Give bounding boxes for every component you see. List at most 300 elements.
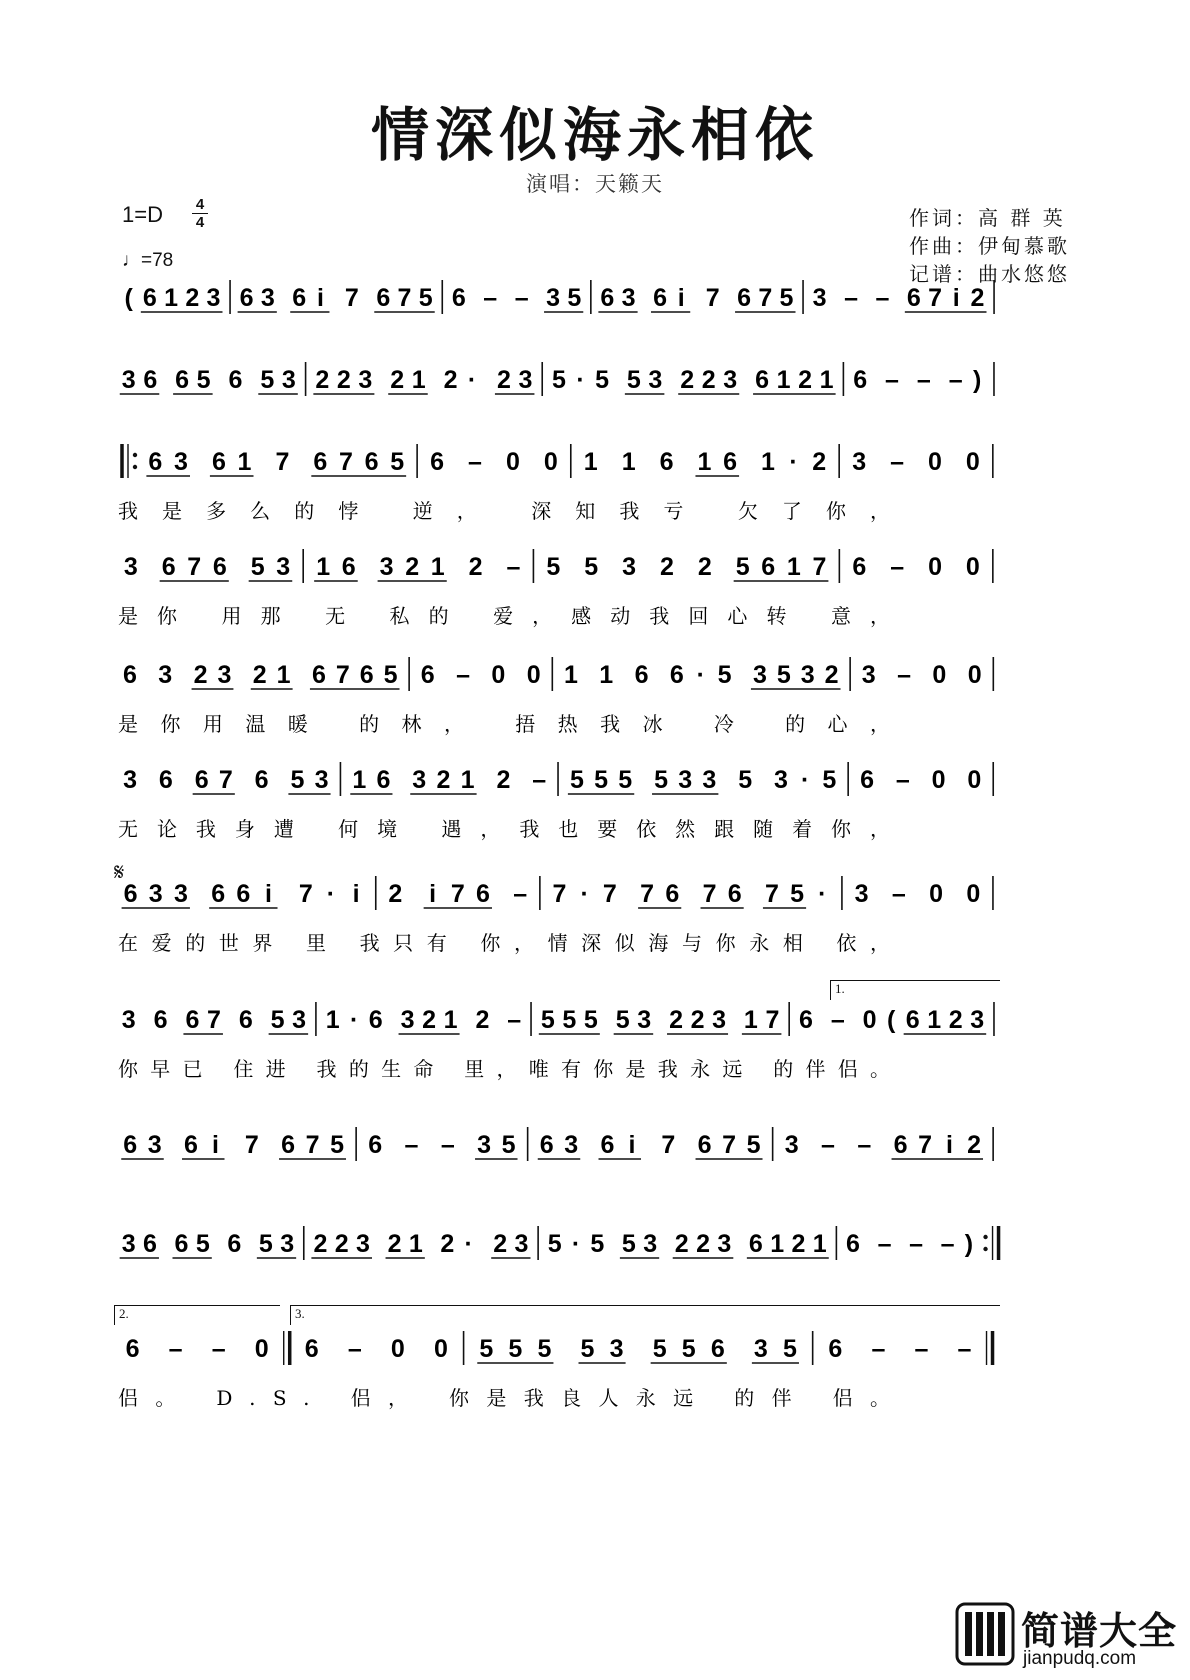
note-glyph: 2	[798, 366, 813, 394]
note-glyph: 2	[496, 766, 511, 794]
note-glyph: 1	[460, 766, 475, 794]
note-glyph: 3	[752, 661, 767, 689]
note-glyph: 3	[648, 366, 663, 394]
note-glyph: 6	[184, 1131, 198, 1159]
note-glyph: 2	[475, 1006, 490, 1034]
note-glyph: –	[844, 284, 858, 312]
note-glyph: 5	[383, 661, 398, 689]
note-glyph: 5	[580, 1335, 595, 1363]
lyric-line: 侣。 D.S. 侣， 你是我良人永远 的伴 侣。	[118, 1386, 890, 1410]
note-glyph: 5	[290, 766, 305, 794]
note-glyph: 7	[702, 880, 717, 908]
note-glyph: 3	[147, 1131, 162, 1159]
note-glyph: 5	[330, 1131, 344, 1159]
note-glyph: 6	[364, 448, 379, 476]
note-glyph: 6	[211, 448, 226, 476]
note-glyph: 2	[387, 1230, 402, 1258]
note-glyph: –	[404, 1131, 419, 1159]
note-glyph: –	[914, 1335, 929, 1363]
note-glyph: 2	[193, 661, 208, 689]
score-line	[0, 643, 1190, 763]
note-glyph: 2	[313, 1230, 328, 1258]
note-glyph: 5	[390, 448, 405, 476]
note-glyph: 6	[893, 1131, 908, 1159]
note-glyph: 3	[174, 448, 188, 476]
note-glyph: 6	[143, 366, 158, 394]
note-glyph: 6	[175, 366, 190, 394]
note-glyph: 3	[477, 1131, 491, 1159]
note-glyph: 3	[621, 284, 636, 312]
note-glyph: 7	[298, 880, 313, 908]
note-glyph: i	[946, 1131, 954, 1159]
note-glyph: 1	[776, 366, 791, 394]
note-glyph: 6	[158, 766, 173, 794]
note-glyph: 0	[965, 448, 980, 476]
note-glyph: 5	[501, 1131, 516, 1159]
note-glyph: 6	[185, 1006, 200, 1034]
note-glyph: 7	[397, 284, 412, 312]
note-glyph: 3	[518, 366, 533, 394]
note-glyph: 1	[325, 1006, 340, 1034]
note-glyph: 3	[173, 880, 188, 908]
note-glyph: 3	[564, 1131, 579, 1159]
note-glyph: –	[483, 284, 498, 312]
note-glyph: 2	[690, 1006, 705, 1034]
note-glyph: 7	[764, 880, 779, 908]
note-glyph: 6	[239, 284, 254, 312]
note-glyph: i	[352, 880, 360, 908]
note-glyph: 7	[640, 880, 655, 908]
note-glyph: 6	[341, 553, 356, 581]
note-glyph: 3	[970, 1006, 985, 1034]
note-glyph: i	[628, 1131, 636, 1159]
note-glyph: 3	[292, 1006, 307, 1034]
note-glyph: 6	[236, 880, 251, 908]
note-glyph: –	[895, 766, 910, 794]
note-glyph: 3	[276, 553, 291, 581]
note-glyph: ·	[571, 1230, 581, 1258]
note-glyph: 5	[552, 366, 566, 394]
note-glyph: 6	[860, 766, 874, 794]
note-glyph: 5	[260, 366, 275, 394]
note-glyph: 7	[765, 1006, 780, 1034]
note-glyph: 2	[659, 553, 674, 581]
note-glyph: 5	[569, 766, 584, 794]
note-glyph: 1	[927, 1006, 942, 1034]
note-glyph: 6	[161, 553, 176, 581]
note-glyph: 5	[537, 1335, 552, 1363]
note-glyph: 2	[674, 1230, 689, 1258]
note-glyph: 6	[846, 1230, 860, 1258]
note-glyph: 7	[335, 661, 350, 689]
score-line	[0, 748, 1190, 868]
note-glyph: 2	[948, 1006, 963, 1034]
note-glyph: 0	[966, 880, 981, 908]
note-glyph: 3	[773, 766, 788, 794]
note-glyph: 6	[194, 766, 209, 794]
note-glyph: 3	[723, 366, 738, 394]
note-glyph: 2	[496, 366, 511, 394]
note-glyph: 3	[861, 661, 876, 689]
note-glyph: 5	[735, 553, 750, 581]
note-glyph: 6	[852, 553, 867, 581]
note-glyph: 6	[143, 1230, 157, 1258]
note-glyph: 1	[621, 448, 636, 476]
note-glyph: 3	[412, 766, 427, 794]
note-glyph: 1	[443, 1006, 458, 1034]
repeat-dot	[133, 453, 137, 457]
note-glyph: 2	[334, 1230, 349, 1258]
note-glyph: 3	[800, 661, 815, 689]
transcriber-credit: 记谱：曲水悠悠	[909, 262, 1070, 286]
note-glyph: 3	[400, 1006, 415, 1034]
note-glyph: ·	[467, 366, 477, 394]
note-glyph: 5	[583, 1006, 598, 1034]
note-glyph: 3	[217, 661, 232, 689]
note-glyph: 3	[260, 284, 275, 312]
note-glyph: –	[909, 1230, 924, 1258]
note-glyph: 6	[122, 661, 137, 689]
note-glyph: 6	[359, 661, 374, 689]
note-glyph: –	[347, 1335, 362, 1363]
note-glyph: 6	[142, 284, 157, 312]
note-glyph: 5	[196, 366, 211, 394]
note-glyph: 6	[420, 661, 435, 689]
note-glyph: 7	[218, 766, 233, 794]
note-glyph: 2	[812, 448, 827, 476]
note-glyph: 1	[237, 448, 252, 476]
note-glyph: –	[506, 553, 521, 581]
note-glyph: 6	[368, 1131, 383, 1159]
composer-credit: 作曲：伊甸慕歌	[909, 234, 1070, 258]
note-glyph: 3	[356, 1230, 370, 1258]
note-glyph: 6	[281, 1131, 295, 1159]
note-glyph: –	[948, 366, 963, 394]
note-glyph: 3	[852, 448, 867, 476]
score-line	[0, 862, 1190, 982]
note-glyph: 7	[928, 284, 943, 312]
note-glyph: –	[875, 284, 890, 312]
note-glyph: 3	[546, 284, 561, 312]
note-glyph: 5	[822, 766, 837, 794]
note-glyph: 6	[476, 880, 490, 908]
note-glyph: 6	[669, 661, 684, 689]
note-glyph: 2	[390, 366, 405, 394]
note-glyph: 3	[379, 553, 394, 581]
note-glyph: 6	[254, 766, 269, 794]
note-glyph: 1	[316, 553, 331, 581]
note-glyph: 0	[931, 766, 946, 794]
note-glyph: 0	[932, 661, 947, 689]
note-glyph: 2	[315, 366, 330, 394]
time-signature	[190, 196, 210, 231]
note-glyph: 1	[786, 553, 801, 581]
note-glyph: 3	[643, 1230, 658, 1258]
note-glyph: 2	[696, 1230, 710, 1258]
note-glyph: –	[940, 1230, 955, 1258]
singer-credit: 演唱：天籁天	[526, 172, 664, 196]
note-glyph: 5	[418, 284, 433, 312]
note-glyph: 6	[368, 1006, 383, 1034]
note-glyph: i	[429, 880, 437, 908]
note-glyph: –	[507, 1006, 522, 1034]
note-glyph: 5	[618, 766, 633, 794]
note-glyph: 0	[965, 553, 980, 581]
note-glyph: 5	[258, 1230, 273, 1258]
note-glyph: 2	[422, 1006, 437, 1034]
lyricist-credit: 作词：高 群 英	[909, 206, 1066, 230]
note-glyph: (	[124, 284, 133, 312]
note-glyph: i	[677, 284, 685, 312]
piano-keys-icon	[955, 1602, 1015, 1666]
note-glyph: 6	[148, 448, 163, 476]
note-glyph: 3	[622, 553, 637, 581]
note-glyph: 6	[153, 1006, 168, 1034]
lyric-line: 是你 用那 无 私的 爱，感动我回心转 意，	[118, 604, 890, 628]
note-glyph: 3	[717, 1230, 732, 1258]
note-glyph: 6	[238, 1006, 253, 1034]
note-glyph: –	[514, 284, 529, 312]
note-glyph: 3	[206, 284, 221, 312]
note-glyph: ·	[789, 448, 798, 476]
note-glyph: –	[877, 1230, 892, 1258]
volta-bracket-1: 1.	[830, 980, 1000, 1000]
note-glyph: 7	[244, 1131, 259, 1159]
note-glyph: ·	[576, 366, 585, 394]
note-glyph: 6	[211, 880, 226, 908]
note-glyph: 6	[212, 553, 227, 581]
note-glyph: –	[890, 553, 905, 581]
note-glyph: )	[973, 366, 982, 394]
note-glyph: 0	[929, 880, 944, 908]
note-glyph: 3	[121, 1006, 136, 1034]
note-glyph: 1	[352, 766, 367, 794]
note-glyph: i	[212, 1131, 219, 1159]
note-glyph: 2	[252, 661, 267, 689]
repeat-dot	[133, 465, 137, 469]
note-glyph: 7	[344, 284, 359, 312]
note-glyph: 1	[743, 1006, 758, 1034]
key-signature: 1=D	[122, 202, 163, 227]
note-glyph: –	[830, 1006, 845, 1034]
note-glyph: 0	[543, 448, 558, 476]
note-glyph: 2	[388, 880, 403, 908]
note-glyph: 2	[185, 284, 200, 312]
note-glyph: 1	[770, 1230, 785, 1258]
note-glyph: 0	[967, 661, 982, 689]
note-glyph: 3	[812, 284, 827, 312]
note-glyph: 6	[227, 1230, 242, 1258]
song-title: 情深似海永相依	[370, 101, 819, 169]
time-signature-bottom: 4	[195, 214, 205, 231]
note-glyph: 1	[411, 366, 426, 394]
note-glyph: 2	[405, 553, 420, 581]
note-glyph: i	[952, 284, 960, 312]
note-glyph: 3	[158, 661, 173, 689]
note-glyph: 2	[440, 1230, 455, 1258]
note-glyph: ·	[696, 661, 705, 689]
note-glyph: 0	[927, 448, 942, 476]
note-glyph: –	[885, 366, 899, 394]
note-glyph: –	[440, 1131, 455, 1159]
note-glyph: ·	[326, 880, 336, 908]
note-glyph: –	[857, 1131, 872, 1159]
note-glyph: –	[468, 448, 482, 476]
note-glyph: 2	[680, 366, 695, 394]
note-glyph: 7	[187, 553, 202, 581]
note-glyph: 5	[652, 1335, 667, 1363]
watermark-logo	[955, 1600, 1185, 1676]
note-glyph: 7	[661, 1131, 676, 1159]
note-glyph: 1	[563, 661, 578, 689]
note-glyph: 1	[276, 661, 291, 689]
note-glyph: 6	[376, 284, 391, 312]
note-glyph: 1	[164, 284, 179, 312]
volta-bracket-3: 3.	[290, 1305, 1000, 1325]
note-glyph: 5	[590, 1230, 605, 1258]
note-glyph: 0	[390, 1335, 405, 1363]
note-glyph: –	[168, 1335, 183, 1363]
note-glyph: 7	[758, 284, 773, 312]
note-glyph: 7	[722, 1131, 736, 1159]
note-glyph: 6	[451, 284, 466, 312]
note-glyph: 7	[206, 1006, 221, 1034]
note-glyph: ·	[350, 1006, 359, 1034]
note-glyph: 3	[637, 1006, 652, 1034]
note-glyph: 6	[123, 1131, 138, 1159]
note-glyph: 1	[697, 448, 712, 476]
note-glyph: 5	[615, 1006, 630, 1034]
note-glyph: 6	[123, 880, 138, 908]
note-glyph: 5	[567, 284, 582, 312]
note-glyph: 1	[430, 553, 445, 581]
score-line	[0, 1317, 1190, 1437]
note-glyph: 7	[705, 284, 720, 312]
volta-bracket-2: 2.	[114, 1305, 280, 1325]
note-glyph: 2	[493, 1230, 508, 1258]
note-glyph: 2	[701, 366, 716, 394]
note-glyph: –	[890, 448, 905, 476]
note-glyph: 3	[281, 366, 296, 394]
note-glyph: 1	[583, 448, 598, 476]
note-glyph: 3	[784, 1131, 799, 1159]
score-line	[0, 988, 1190, 1108]
note-glyph: 3	[358, 366, 373, 394]
watermark-url: jianpudq.com	[1023, 1648, 1137, 1669]
note-glyph: 2	[967, 1131, 981, 1159]
note-glyph: –	[532, 766, 547, 794]
note-glyph: 6	[228, 366, 243, 394]
note-glyph: –	[456, 661, 471, 689]
note-glyph: 6	[311, 661, 326, 689]
note-glyph: 3	[314, 766, 329, 794]
note-glyph: 0	[433, 1335, 448, 1363]
note-glyph: 6	[748, 1230, 763, 1258]
note-glyph: 3	[712, 1006, 727, 1034]
note-glyph: 6	[304, 1335, 319, 1363]
lyric-line: 我是多么的悖 逆， 深知我亏 欠了你，	[118, 499, 890, 523]
note-glyph: 6	[600, 1131, 615, 1159]
note-glyph: 7	[305, 1131, 320, 1159]
note-glyph: 5	[779, 284, 794, 312]
segno-mark: 𝄋	[114, 858, 125, 886]
note-glyph: 6	[853, 366, 868, 394]
note-glyph: 6	[828, 1335, 843, 1363]
note-glyph: ·	[464, 1230, 473, 1258]
note-glyph: i	[265, 880, 273, 908]
tempo-marking: ♩=78	[122, 250, 174, 271]
note-glyph: 5	[562, 1006, 577, 1034]
note-glyph: i	[316, 284, 324, 312]
note-glyph: 2	[436, 766, 451, 794]
note-glyph: 1	[408, 1230, 423, 1258]
note-glyph: –	[957, 1335, 972, 1363]
note-glyph: 6	[430, 448, 445, 476]
note-glyph: 2	[443, 366, 458, 394]
note-glyph: 6	[799, 1006, 813, 1034]
note-glyph: 0	[862, 1006, 877, 1034]
note-glyph: 0	[254, 1335, 269, 1363]
note-glyph: –	[916, 366, 931, 394]
note-glyph: (	[886, 1006, 896, 1034]
note-glyph: 0	[505, 448, 520, 476]
score-line	[0, 535, 1190, 655]
note-glyph: 5	[790, 880, 805, 908]
note-glyph: –	[513, 880, 528, 908]
note-glyph: 6	[292, 284, 307, 312]
note-glyph: 5	[654, 766, 668, 794]
lyric-line: 在爱的世界 里 我只有 你，情深似海与你永相 依，	[118, 931, 890, 955]
lyric-line: 你早已 住进 我的生命 里，唯有你是我永远 的伴侣。	[118, 1057, 890, 1081]
note-glyph: 2	[669, 1006, 683, 1034]
note-glyph: 5	[746, 1131, 761, 1159]
note-glyph: 7	[812, 553, 827, 581]
note-glyph: –	[897, 661, 912, 689]
note-glyph: 6	[313, 448, 328, 476]
note-glyph: 0	[928, 553, 942, 581]
note-glyph: 7	[338, 448, 353, 476]
note-glyph: 1	[812, 1230, 827, 1258]
note-glyph: 5	[540, 1006, 555, 1034]
note-glyph: 6	[906, 284, 921, 312]
note-glyph: 1	[761, 448, 775, 476]
note-glyph: 3	[678, 766, 693, 794]
note-glyph: 7	[275, 448, 290, 476]
note-glyph: 0	[491, 661, 506, 689]
note-glyph: 2	[468, 553, 483, 581]
note-glyph: 5	[717, 661, 732, 689]
note-glyph: 7	[450, 880, 465, 908]
note-glyph: 7	[602, 880, 617, 908]
note-glyph: 3	[121, 1230, 136, 1258]
note-glyph: 3	[854, 880, 869, 908]
note-glyph: 6	[665, 880, 680, 908]
note-glyph: 6	[710, 1335, 725, 1363]
note-glyph: 3	[514, 1230, 529, 1258]
note-glyph: 6	[659, 448, 674, 476]
note-glyph: )	[964, 1230, 974, 1258]
note-glyph: ·	[580, 880, 589, 908]
note-glyph: 1	[819, 366, 834, 394]
note-glyph: 5	[621, 1230, 636, 1258]
note-glyph: 3	[123, 766, 138, 794]
note-glyph: 5	[250, 553, 265, 581]
note-glyph: 7	[918, 1131, 932, 1159]
note-glyph: 6	[174, 1230, 189, 1258]
note-glyph: –	[211, 1335, 226, 1363]
note-glyph: 5	[783, 1335, 797, 1363]
note-glyph: 3	[753, 1335, 768, 1363]
